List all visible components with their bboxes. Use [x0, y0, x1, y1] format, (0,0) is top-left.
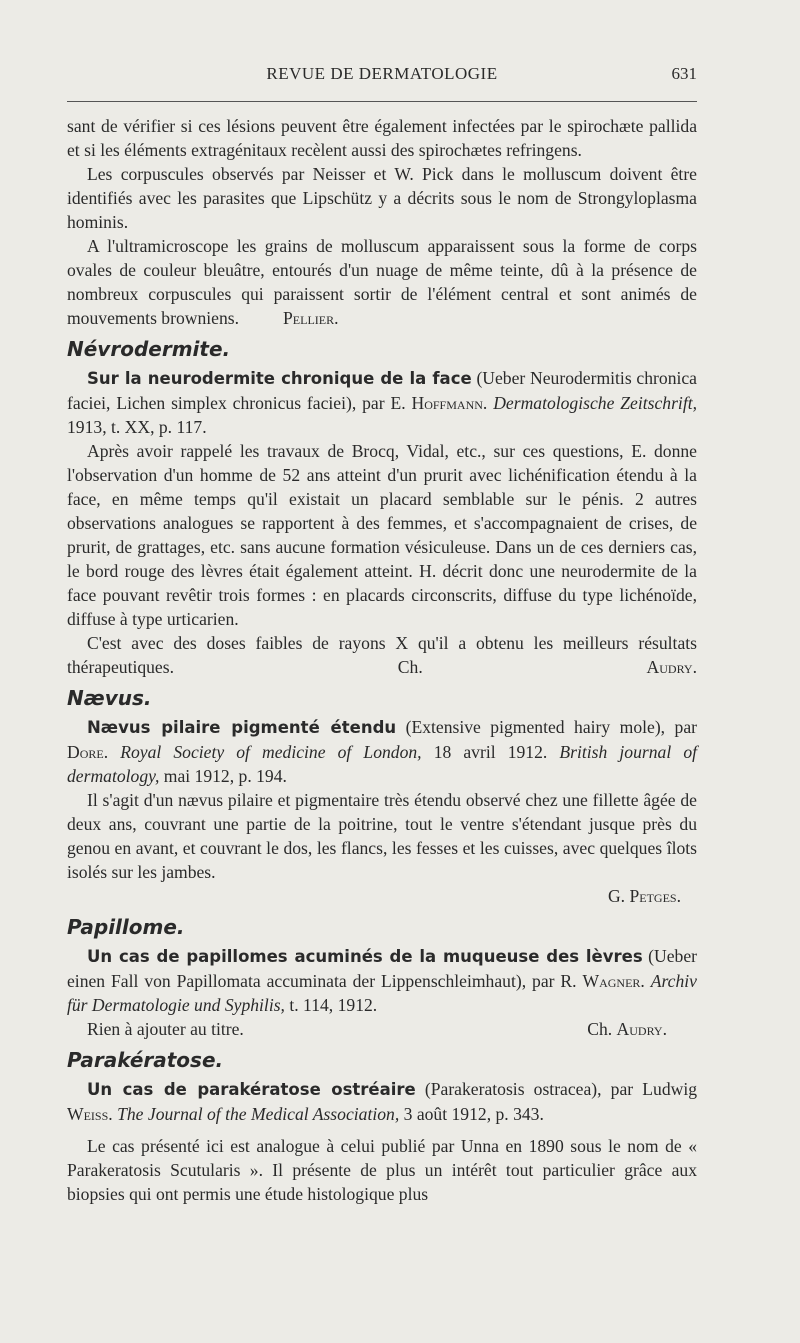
signature-prefix: Ch.: [587, 1019, 613, 1039]
author-name: Wagner.: [582, 971, 645, 991]
intro-paragraph-3: [67, 234, 697, 330]
page-body: [67, 114, 697, 1206]
reference-papillome: [67, 944, 697, 1017]
journal-name: Royal Society of medicine of London,: [120, 742, 422, 762]
journal-name: Archiv für Dermatologie und Syphilis,: [67, 971, 697, 1015]
nevrodermite-paragraph-2: [67, 631, 697, 679]
reference-text: (Extensive pigmented hairy mole), par: [405, 717, 697, 737]
signature-audry-line: [567, 1017, 667, 1041]
intro-paragraph-3-text: A l'ultramicroscope les grains de molluscum apparaissent sous la forme de corps ovales de couleur bleuâtre, entourés d'un nuage de même teinte, dû à la présence de nombreux corpuscules qui paraissent sortir de l'élément central et sont animés de mouvements browniens.: [67, 236, 697, 328]
reference-details: mai 1912, p. 194.: [163, 766, 287, 786]
reference-text: (Parakeratosis ostracea), par Ludwig: [424, 1079, 698, 1099]
reference-text: (Ueber Neurodermitis chronica faciei, Lichen simplex chronicus faciei), par E.: [67, 368, 697, 413]
author-name: Dore.: [67, 742, 109, 762]
journal-title: REVUE DE DERMATOLOGIE: [266, 64, 498, 83]
reference-naevus: [67, 715, 697, 788]
papillome-paragraph-1-text: Rien à ajouter au titre.: [87, 1019, 244, 1039]
article-title: Nævus pilaire pigmenté étendu: [87, 718, 397, 737]
reference-text: (Ueber einen Fall von Papillomata accuminata der Lippenschleimhaut), par R.: [67, 946, 697, 991]
article-title: Un cas de parakératose ostréaire: [87, 1080, 416, 1099]
reference-date: 18 avril 1912.: [433, 742, 548, 762]
signature-petges-line: [67, 884, 697, 908]
section-heading-naevus: Nævus.: [67, 686, 152, 710]
article-title: Un cas de papillomes acuminés de la muqueuse des lèvres: [87, 947, 643, 966]
signature-pellier: Pellier.: [283, 308, 339, 328]
author-name: Hoffmann.: [411, 393, 488, 413]
intro-paragraph-2: Les corpuscules observés par Neisser et W. Pick dans le molluscum doivent être identifiés avec les parasites que Lipschütz y a décrits sous le nom de Strongyloplasma hominis.: [67, 164, 697, 232]
journal-name: The Journal of the Medical Association,: [117, 1104, 400, 1124]
reference-parakeratose: [67, 1077, 697, 1126]
page-number: 631: [671, 64, 697, 83]
section-heading-parakeratose: Parakératose.: [67, 1048, 224, 1072]
parakeratose-paragraph-1: Le cas présenté ici est analogue à celui publié par Unna en 1890 sous le nom de « Parakeratosis Scutularis ». Il présente de plus un intérêt tout particulier grâce aux biopsies qui ont permis une étude histologique plus: [67, 1136, 697, 1204]
signature-prefix: Ch.: [397, 657, 423, 677]
author-name: Weiss.: [67, 1104, 113, 1124]
journal-name-2: British journal of dermatology,: [67, 742, 698, 786]
running-header: [67, 64, 697, 90]
reference-details: 1913, t. XX, p. 117.: [67, 417, 207, 437]
reference-nevrodermite: [67, 366, 697, 439]
signature-prefix: G.: [607, 886, 626, 906]
signature-audry-2: Audry.: [616, 1019, 667, 1039]
reference-details: 3 août 1912, p. 343.: [403, 1104, 544, 1124]
journal-name: Dermatologische Zeitschrift,: [493, 393, 697, 413]
header-rule: [67, 101, 697, 102]
signature-petges: Petges.: [629, 886, 681, 906]
papillome-paragraph-1: [67, 1017, 697, 1041]
section-heading-papillome: Papillome.: [67, 915, 185, 939]
nevrodermite-paragraph-1: Après avoir rappelé les travaux de Brocq, Vidal, etc., sur ces questions, E. donne l'observation d'un homme de 52 ans atteint d'un prurit avec lichénification étendu à la face, en même temps qu'il existait un placard semblable sur le pénis. 2 autres observations analogues se rapportent à des femmes, et s'accompagnaient de crises, de prurit, de grattages, etc. sans aucune formation vésiculeuse. Dans un de ces derniers cas, le bord rouge des lèvres était également atteint. H. décrit donc une neurodermite de la face pouvant revêtir trois formes : en placards circonscrits, diffuse du type lichénoïde, diffuse à type urticarien.: [67, 441, 697, 629]
article-title: Sur la neurodermite chronique de la face: [87, 369, 472, 388]
intro-paragraph-1: sant de vérifier si ces lésions peuvent être également infectées par le spirochæte pallida et si les éléments extragénitaux recèlent aussi des spirochætes refringens.: [67, 116, 697, 160]
reference-details: t. 114, 1912.: [289, 995, 378, 1015]
signature-audry: Audry.: [646, 657, 697, 677]
section-heading-nevrodermite: Névrodermite.: [67, 337, 231, 361]
naevus-paragraph-1: Il s'agit d'un nævus pilaire et pigmentaire très étendu observé chez une fillette âgée de deux ans, couvrant une partie de la poitrine, tout le ventre s'étendant jusque près du genou en avant, et couvrant le dos, les flancs, les fesses et les cuisses, avec quelques îlots isolés sur les jambes.: [67, 790, 697, 882]
nevrodermite-paragraph-2-text: C'est avec des doses faibles de rayons X qu'il a obtenu les meilleurs résultats thérapeutiques.: [67, 633, 697, 677]
